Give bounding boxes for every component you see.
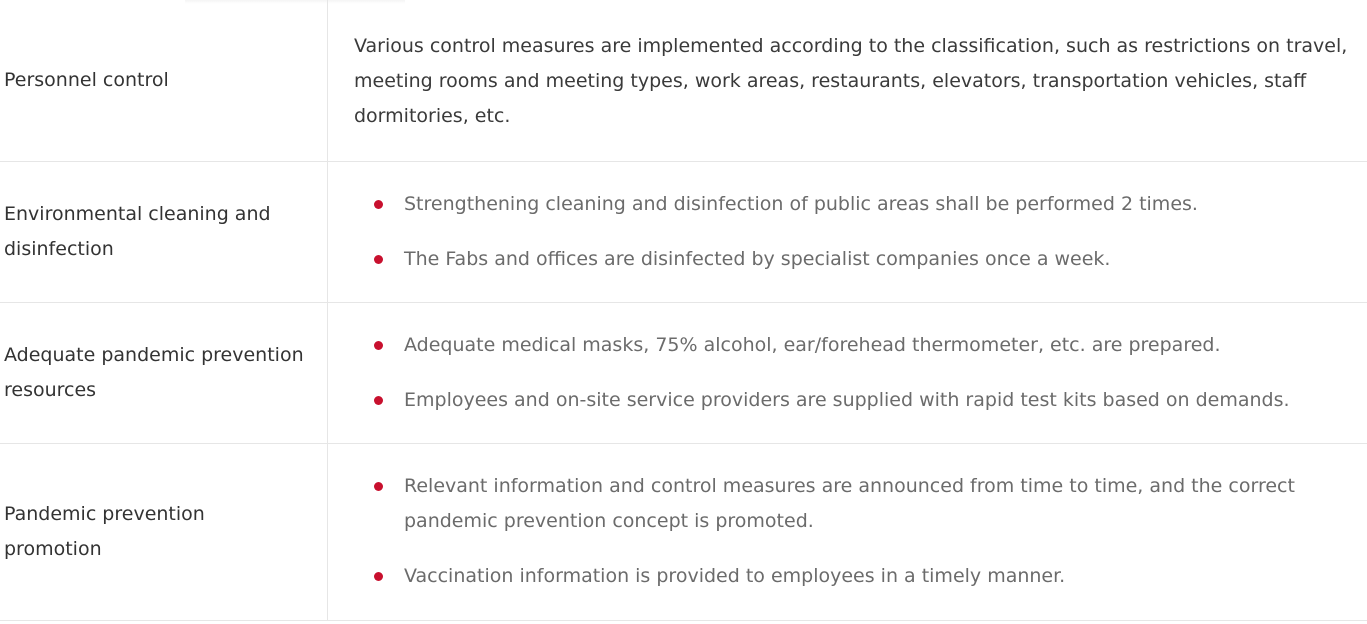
- list-item: [354, 383, 1359, 418]
- table-row: [0, 444, 1367, 621]
- list-item: [354, 469, 1359, 539]
- bullet-dot-icon: [374, 482, 383, 491]
- list-item: [354, 242, 1359, 277]
- bullet-dot-icon: [374, 200, 383, 209]
- bullet-list: [354, 162, 1359, 277]
- bullet-dot-icon: [374, 396, 383, 405]
- row-content: [328, 444, 1367, 620]
- row-content: [328, 0, 1367, 161]
- bullet-list: [354, 444, 1359, 594]
- row-label-text: Adequate pandemic prevention resources: [4, 344, 304, 401]
- list-item-text: The Fabs and offices are disinfected by specialist companies once a week.: [404, 248, 1111, 270]
- row-label-text: Pandemic prevention promotion: [4, 503, 205, 560]
- row-label-prevention-promotion: [0, 444, 328, 620]
- row-label-personnel-control: Personnel control: [0, 0, 328, 161]
- list-item: [354, 328, 1359, 363]
- list-item-text: Vaccination information is provided to employees in a timely manner.: [404, 565, 1066, 587]
- row-description: Various control measures are implemented according to the classification, such as restrictions on travel, meeting rooms and meeting types, work areas, restaurants, elevators, transportation vehicles, staff dormitories, etc.: [354, 35, 1348, 127]
- table-row: [0, 0, 1367, 162]
- row-label-text: Environmental cleaning and disinfection: [4, 203, 271, 260]
- bullet-dot-icon: [374, 341, 383, 350]
- row-content: [328, 303, 1367, 443]
- table-row: [0, 162, 1367, 303]
- list-item-text: Employees and on-site service providers are supplied with rapid test kits based on demands.: [404, 389, 1290, 411]
- table-row: [0, 303, 1367, 444]
- bullet-dot-icon: [374, 572, 383, 581]
- bullet-dot-icon: [374, 255, 383, 264]
- list-item-text: Strengthening cleaning and disinfection of public areas shall be performed 2 times.: [404, 193, 1198, 215]
- list-item: [354, 559, 1359, 594]
- bullet-list: [354, 303, 1359, 418]
- list-item: [354, 187, 1359, 222]
- list-item-text: Adequate medical masks, 75% alcohol, ear/forehead thermometer, etc. are prepared.: [404, 334, 1221, 356]
- row-label-environmental-cleaning: [0, 162, 328, 302]
- row-label-pandemic-resources: [0, 303, 328, 443]
- list-item-text: Relevant information and control measures are announced from time to time, and the correct pandemic prevention concept is promoted.: [404, 475, 1295, 532]
- row-content: [328, 162, 1367, 302]
